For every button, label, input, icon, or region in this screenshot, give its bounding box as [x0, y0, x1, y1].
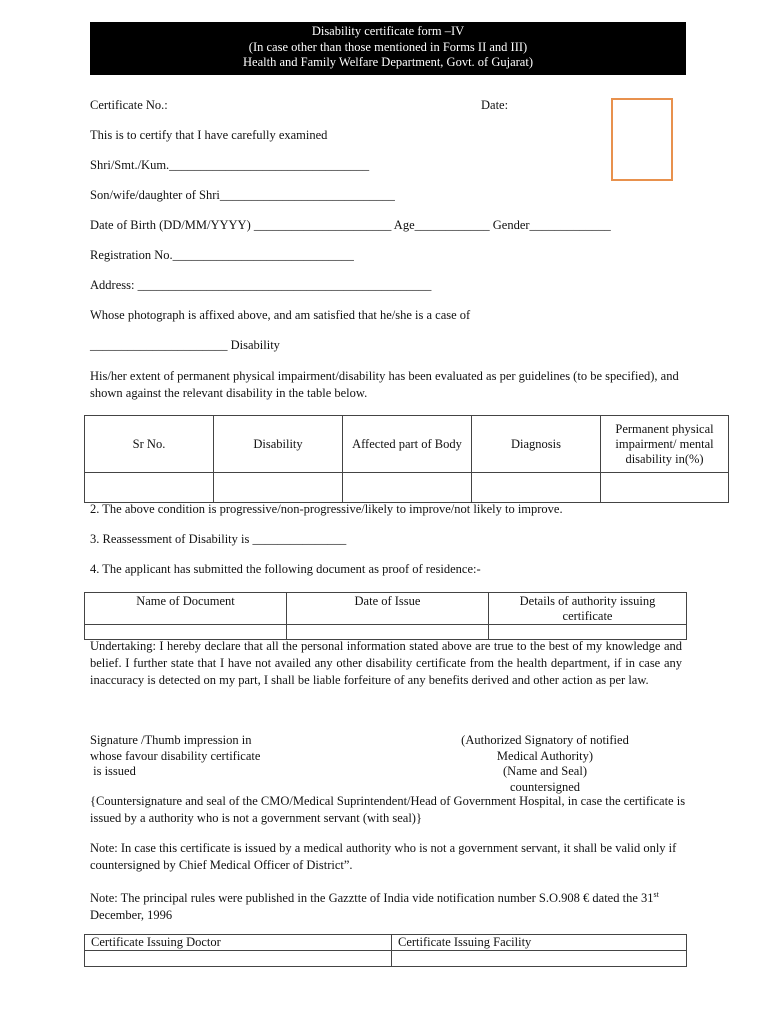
document-table-header-row — [85, 593, 687, 625]
applicant-signature-line1: Signature /Thumb impression in — [90, 733, 252, 747]
form-department: Health and Family Welfare Department, Govt. of Gujarat) — [243, 55, 533, 69]
note-principal-rules-text: Note: The principal rules were published in the Gazztte of India vide notification number S.O.908 € dated the 31 — [90, 891, 654, 906]
header-issuing-facility: Certificate Issuing Facility — [392, 935, 687, 951]
note-principal-rules-sup: st — [653, 890, 659, 899]
header-issuing-doctor: Certificate Issuing Doctor — [85, 935, 392, 951]
relation-field[interactable]: Son/wife/daughter of Shri____________________________ — [90, 188, 395, 202]
form-subtitle: (In case other than those mentioned in Forms II and III) — [248, 39, 528, 54]
issuing-table-row — [85, 951, 687, 967]
name-field[interactable]: Shri/Smt./Kum.________________________________ — [90, 158, 370, 172]
address-field[interactable]: Address: _______________________________________________ — [90, 278, 432, 292]
table-cell[interactable] — [85, 951, 392, 967]
note-principal-rules-date: December, 1996 — [90, 908, 173, 923]
disability-table-row — [85, 473, 729, 503]
dob-age-gender-field[interactable]: Date of Birth (DD/MM/YYYY) ______________________ Age____________ Gender_____________ — [90, 218, 611, 232]
condition-statement: 2. The above condition is progressive/non-progressive/likely to improve/not likely to improve. — [90, 502, 563, 516]
countersignature-paragraph: {Countersignature and seal of the CMO/Medical Suprintendent/Head of Government Hospital, in case the certificate is issued by a authority who is not a government servant (with seal)} — [90, 794, 686, 825]
reassessment-field[interactable]: 3. Reassessment of Disability is _______________ — [90, 532, 347, 546]
header-diagnosis: Diagnosis — [472, 416, 601, 473]
certificate-no-label: Certificate No.: — [90, 98, 168, 112]
date-label: Date: — [481, 98, 509, 112]
photo-placeholder[interactable] — [611, 98, 673, 181]
header-date-of-issue: Date of Issue — [287, 593, 489, 625]
form-title: Disability certificate form –IV — [311, 24, 465, 38]
disability-type-field[interactable]: ______________________ Disability — [90, 338, 280, 352]
photo-statement: Whose photograph is affixed above, and am satisfied that he/she is a case of — [90, 308, 471, 322]
authority-signature-line4: countersigned — [509, 779, 581, 794]
authority-signature-block[interactable] — [440, 733, 650, 795]
header-affected-part: Affected part of Body — [343, 416, 472, 473]
table-cell[interactable] — [392, 951, 687, 967]
note-principal-rules — [90, 886, 690, 924]
registration-field[interactable]: Registration No._____________________________ — [90, 248, 354, 262]
header-issuing-authority: Details of authority issuing certificate — [489, 593, 687, 625]
authority-signature-line3: (Name and Seal) — [503, 764, 587, 778]
applicant-signature-block[interactable] — [90, 733, 260, 780]
table-cell[interactable] — [85, 473, 214, 503]
applicant-signature-line3: is issued — [90, 764, 136, 778]
table-cell[interactable] — [214, 473, 343, 503]
residence-proof-statement: 4. The applicant has submitted the following document as proof of residence:- — [90, 562, 481, 576]
table-cell[interactable] — [472, 473, 601, 503]
disability-table-header-row — [85, 416, 729, 473]
document-table — [84, 592, 687, 640]
header-disability: Disability — [214, 416, 343, 473]
disability-table — [84, 415, 729, 503]
header-name-of-document: Name of Document — [85, 593, 287, 625]
authority-signature-line2: Medical Authority) — [496, 748, 594, 763]
extent-paragraph: His/her extent of permanent physical impairment/disability has been evaluated as per guidelines (to be specified), and shown against the relevant disability in the table below. — [90, 369, 679, 400]
table-cell[interactable] — [343, 473, 472, 503]
note-validity: Note: In case this certificate is issued by a medical authority who is not a government servant, it shall be valid only if countersigned by Chief Medical Officer of District”. — [90, 841, 677, 872]
undertaking-paragraph: Undertaking: I hereby declare that all the personal information stated above are true to the best of my knowledge and belief. I further state that I have not availed any other disability certificate from the health department, if in case any inaccuracy is detected on my part, I shall be liable forfeiture of any benefits derived and other action as per law. — [90, 639, 682, 687]
certify-statement: This is to certify that I have carefully examined — [90, 128, 328, 142]
applicant-signature-line2: whose favour disability certificate — [90, 748, 261, 763]
issuing-table-header-row — [85, 935, 687, 951]
header-sr-no: Sr No. — [85, 416, 214, 473]
authority-signature-line1: (Authorized Signatory of notified — [461, 733, 629, 747]
table-cell[interactable] — [601, 473, 729, 503]
form-header — [90, 22, 686, 75]
issuing-table — [84, 934, 687, 967]
header-permanent-impairment: Permanent physical impairment/ mental disability in(%) — [601, 416, 729, 473]
